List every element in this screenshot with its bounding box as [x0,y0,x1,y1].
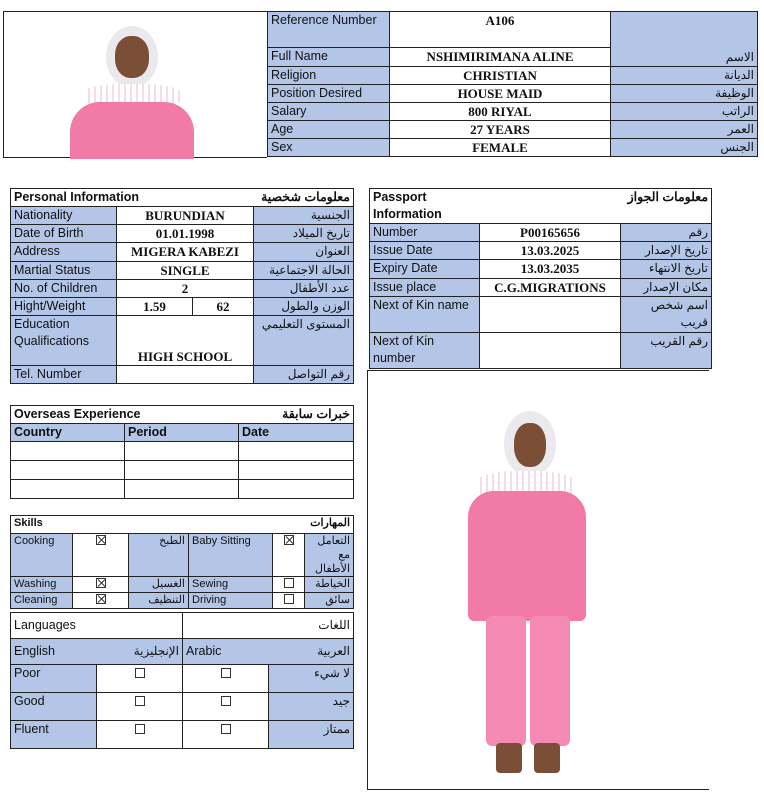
education-value: HIGH SCHOOL [117,316,254,366]
issue-date-label: Issue Date [370,242,480,260]
marital-value: SINGLE [117,262,254,280]
checkbox-empty-icon [221,696,231,706]
checkbox-checked-icon [96,578,106,588]
table-row [11,480,354,499]
arabic-fluent-checkbox[interactable] [183,721,269,749]
skill-arabic-cleaning: التنظيف [129,593,189,609]
expiry-date-value: 13.03.2035 [480,260,621,279]
checkbox-checked-icon [96,594,106,604]
fullname-value: NSHIMIRIMANA ALINE [390,48,611,67]
skill-arabic-baby-sitting: التعامل مع الأطفال [305,534,354,577]
arabic-arabic-label: العربية [269,639,354,665]
skill-label-washing: Washing [11,577,73,593]
period-column-header: Period [125,424,239,442]
height-weight-arabic-label: الوزن والطول [254,298,354,316]
education-arabic-label: المستوى التعليمي [254,316,354,366]
skills-title-arabic: المهارات [189,516,354,534]
skill-label-sewing: Sewing [189,577,273,593]
nationality-value: BURUNDIAN [117,207,254,225]
header-table [267,11,758,157]
languages-table [10,612,354,749]
skill-checkbox-sewing[interactable] [273,577,305,593]
sex-label: Sex [268,139,390,157]
date-column-header: Date [239,424,354,442]
left-sleeve [470,501,494,581]
age-arabic-label: العمر [611,121,758,139]
sex-arabic-label: الجنس [611,139,758,157]
english-poor-checkbox[interactable] [97,665,183,693]
passport-info-table [369,188,712,369]
dob-arabic-label: تاريخ الميلاد [254,225,354,243]
children-label: No. of Children [11,280,117,298]
fullname-label: Full Name [268,48,390,67]
face [115,36,149,78]
position-arabic-label: الوظيفة [611,85,758,103]
lace-collar [84,84,180,104]
pants-left [486,616,526,746]
checkbox-empty-icon [221,668,231,678]
religion-value: CHRISTIAN [390,67,611,85]
personal-title: Personal Information [11,189,193,207]
skill-label-cleaning: Cleaning [11,593,73,609]
kin-number-arabic-label: رقم القريب [621,333,712,369]
table-row [11,442,354,461]
religion-arabic-label: الديانة [611,67,758,85]
foot-left [496,743,522,773]
level-good-label: Good [11,693,97,721]
skill-checkbox-cleaning[interactable] [73,593,129,609]
skill-checkbox-washing[interactable] [73,577,129,593]
skill-checkbox-baby-sitting[interactable] [273,534,305,577]
checkbox-empty-icon [284,594,294,604]
level-good-arabic: جيد [269,693,354,721]
overseas-title: Overseas Experience [11,406,239,424]
tel-arabic-label: رقم التواصل [254,366,354,384]
position-label: Position Desired [268,85,390,103]
issue-place-arabic-label: مكان الإصدار [621,279,712,297]
foot-right [534,743,560,773]
checkbox-empty-icon [284,578,294,588]
nationality-label: Nationality [11,207,117,225]
portrait-photo [3,11,267,158]
skill-arabic-cooking: الطبخ [129,534,189,577]
issue-place-value: C.G.MIGRATIONS [480,279,621,297]
issue-date-value: 13.03.2025 [480,242,621,260]
kin-name-label: Next of Kin name [370,297,480,333]
languages-title [11,613,183,639]
passport-number-value: P00165656 [480,224,621,242]
salary-label: Salary [268,103,390,121]
kin-name-value [480,297,621,333]
religion-label: Religion [268,67,390,85]
position-value: HOUSE MAID [390,85,611,103]
skill-arabic-sewing: الخياطة [305,577,354,593]
weight-value: 62 [193,298,254,316]
passport-number-arabic-label: رقم [621,224,712,242]
english-arabic-label: الإنجليزية [97,639,183,665]
checkbox-empty-icon [221,724,231,734]
reference-value: A106 [390,12,611,48]
age-value: 27 YEARS [390,121,611,139]
address-arabic-label: العنوان [254,243,354,262]
marital-arabic-label: الحالة الاجتماعية [254,262,354,280]
kin-number-label: Next of Kin number [370,333,480,369]
skills-table [10,515,354,609]
passport-title-arabic: معلومات الجواز [480,189,712,224]
children-arabic-label: عدد الأطفال [254,280,354,298]
dob-label: Date of Birth [11,225,117,243]
skill-label-cooking: Cooking [11,534,73,577]
expiry-date-label: Expiry Date [370,260,480,279]
skill-arabic-driving: سائق [305,593,354,609]
checkbox-checked-icon [284,535,294,545]
dob-value: 01.01.1998 [117,225,254,243]
age-label: Age [268,121,390,139]
skill-checkbox-driving[interactable] [273,593,305,609]
salary-arabic-label: الراتب [611,103,758,121]
arabic-good-checkbox[interactable] [183,693,269,721]
issue-place-label: Issue place [370,279,480,297]
skill-checkbox-cooking[interactable] [73,534,129,577]
face [514,423,546,467]
issue-date-arabic-label: تاريخ الإصدار [621,242,712,260]
nationality-arabic-label: الجنسية [254,207,354,225]
level-fluent-label: Fluent [11,721,97,749]
expiry-date-arabic-label: تاريخ الانتهاء [621,260,712,279]
personal-info-table [10,188,354,384]
checkbox-empty-icon [135,668,145,678]
reference-label: Reference Number [268,12,390,48]
arabic-label: Arabic [183,639,269,665]
pink-top [70,102,194,159]
right-sleeve [560,501,584,581]
height-weight-label: Hight/Weight [11,298,117,316]
table-row [11,461,354,480]
address-label: Address [11,243,117,262]
pants-right [530,616,570,746]
level-fluent-arabic: ممتاز [269,721,354,749]
skills-title: Skills [11,516,189,534]
english-fluent-checkbox[interactable] [97,721,183,749]
skill-arabic-washing: الغسيل [129,577,189,593]
overseas-experience-table [10,405,354,499]
tel-value [117,366,254,384]
skill-label-driving: Driving [189,593,273,609]
country-column-header: Country [11,424,125,442]
passport-number-label: Number [370,224,480,242]
education-label: Education Qualifications [11,316,117,366]
tel-label: Tel. Number [11,366,117,384]
checkbox-empty-icon [135,696,145,706]
checkbox-checked-icon [96,535,106,545]
full-body-photo [367,370,709,790]
personal-title-arabic: معلومات شخصية [193,189,354,207]
children-value: 2 [117,280,254,298]
marital-label: Martial Status [11,262,117,280]
height-value: 1.59 [117,298,193,316]
languages-title-text: Languages [14,618,76,632]
sex-value: FEMALE [390,139,611,157]
level-poor-label: Poor [11,665,97,693]
kin-name-arabic-label: اسم شخص قريب [621,297,712,333]
kin-number-value [480,333,621,369]
english-label: English [11,639,97,665]
skill-label-baby-sitting: Baby Sitting [189,534,273,577]
fullname-arabic-label: الاسم [611,12,758,67]
salary-value: 800 RIYAL [390,103,611,121]
languages-title-arabic: اللغات [183,613,354,639]
passport-title: Passport Information [370,189,480,224]
english-good-checkbox[interactable] [97,693,183,721]
arabic-poor-checkbox[interactable] [183,665,269,693]
checkbox-empty-icon [135,724,145,734]
overseas-title-arabic: خبرات سابقة [239,406,354,424]
address-value: MIGERA KABEZI [117,243,254,262]
level-poor-arabic: لا شيء [269,665,354,693]
